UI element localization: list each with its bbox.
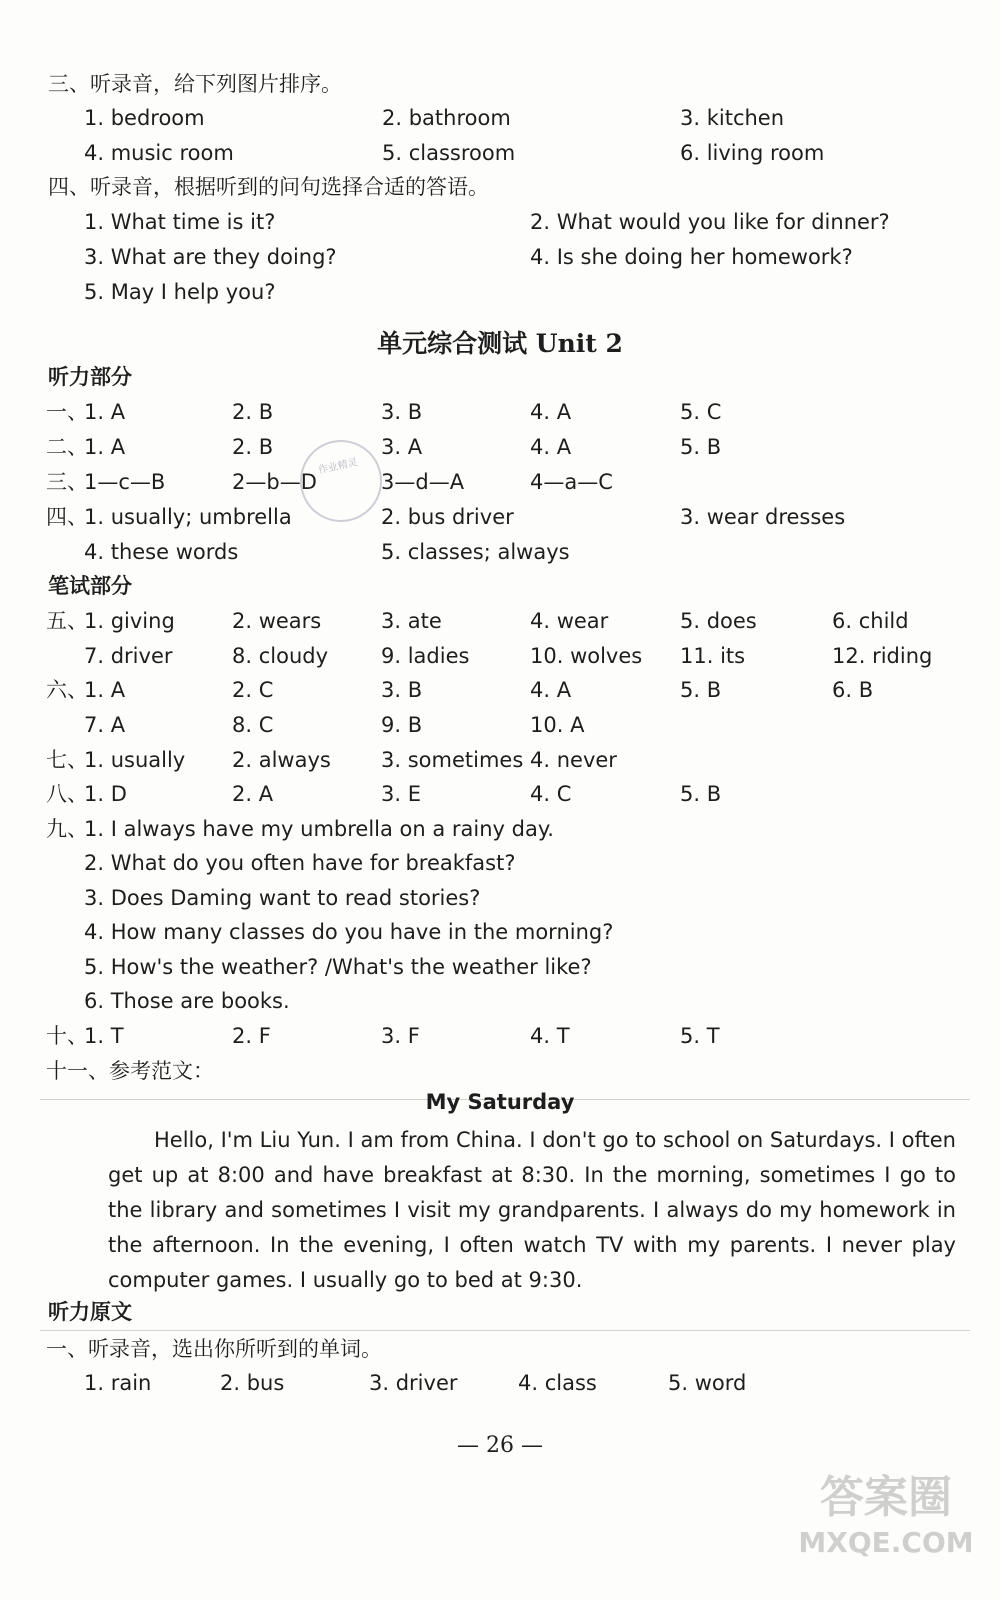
list-item: 5. word <box>668 1371 747 1395</box>
listening-row-1: 一、 1. A 2. B 3. B 4. A 5. C <box>0 396 1000 428</box>
listening-row-2: 二、 1. A 2. B 3. A 4. A 5. B <box>0 431 1000 463</box>
section-9-row-1: 九、 1. I always have my umbrella on a rainy day. <box>0 813 1000 845</box>
section-3-row-1 <box>0 102 1000 134</box>
answer-cell: 6. B <box>832 678 874 702</box>
list-item: 1. rain <box>84 1371 152 1395</box>
list-item: 1. bedroom <box>84 106 205 130</box>
transcript-label: 听力原文 <box>48 1300 132 1324</box>
section-3-row-2 <box>0 137 1000 169</box>
answer-cell: 4. T <box>530 1024 570 1048</box>
answer-cell: 3—d—A <box>381 470 465 494</box>
answer-cell: 2. A <box>232 782 274 806</box>
list-item: 2. bathroom <box>382 106 511 130</box>
essay-title: My Saturday <box>425 1090 575 1114</box>
answer-cell: 1. A <box>84 435 126 459</box>
writing-row-3: 六、 1. A 2. C 3. B 4. A 5. B 6. B <box>0 674 1000 706</box>
answer-cell: 2—b—D <box>232 470 317 494</box>
section-4-row-1 <box>0 206 1000 238</box>
answer-cell: 1. A <box>84 400 126 424</box>
transcript-row <box>0 1367 1000 1399</box>
writing-label: 笔试部分 <box>48 574 132 598</box>
answer-cell: 2. B <box>232 400 274 424</box>
list-item: 3. kitchen <box>680 106 785 130</box>
writing-row-4 <box>0 709 1000 741</box>
answer-cell: 2. wears <box>232 609 322 633</box>
answer-cell: 9. B <box>381 713 423 737</box>
section-10-row: 十、 1. T 2. F 3. F 4. T 5. T <box>0 1020 1000 1052</box>
answer-cell: 3. F <box>381 1024 420 1048</box>
list-item: 3. Does Daming want to read stories? <box>84 886 481 910</box>
answer-cell: 3. E <box>381 782 421 806</box>
section-4-row-2 <box>0 241 1000 273</box>
answer-cell: 3. wear dresses <box>680 505 846 529</box>
list-item: 3. What are they doing? <box>84 245 337 269</box>
section-9-row-3 <box>0 882 1000 914</box>
answer-cell: 5. B <box>680 782 722 806</box>
answer-cell: 8. C <box>232 713 274 737</box>
answer-cell: 1. usually; umbrella <box>84 505 292 529</box>
divider <box>40 1330 970 1331</box>
answer-cell: 10. A <box>530 713 585 737</box>
list-item: 4. music room <box>84 141 234 165</box>
unit-title: 单元综合测试 Unit 2 <box>377 329 623 358</box>
section-9-row-5 <box>0 951 1000 983</box>
answer-cell: 5. classes; always <box>381 540 570 564</box>
answer-cell: 4. wear <box>530 609 609 633</box>
answer-cell: 12. riding <box>832 644 933 668</box>
list-item: 5. May I help you? <box>84 280 276 304</box>
section-11-heading: 十一、参考范文： <box>46 1059 214 1083</box>
section-4-row-3 <box>0 276 1000 308</box>
list-item: 1. I always have my umbrella on a rainy day. <box>84 817 554 841</box>
list-item: 1. What time is it? <box>84 210 276 234</box>
answer-cell: 4. C <box>530 782 572 806</box>
answer-cell: 3. ate <box>381 609 442 633</box>
listening-row-5 <box>0 536 1000 568</box>
transcript-heading: 一、听录音，选出你所听到的单词。 <box>46 1337 382 1361</box>
list-item: 4. How many classes do you have in the morning? <box>84 920 614 944</box>
answer-cell: 7. A <box>84 713 126 737</box>
answer-cell: 5. C <box>680 400 722 424</box>
listening-row-3: 三、 1—c—B 2—b—D 3—d—A 4—a—C <box>0 466 1000 498</box>
list-item: 5. classroom <box>382 141 516 165</box>
section-9-row-4 <box>0 916 1000 948</box>
answer-cell: 1. A <box>84 678 126 702</box>
list-item: 2. What would you like for dinner? <box>530 210 890 234</box>
answer-cell: 8. cloudy <box>232 644 329 668</box>
answer-cell: 2. always <box>232 748 331 772</box>
answer-cell: 4. these words <box>84 540 239 564</box>
section-9-row-2 <box>0 847 1000 879</box>
stamp-logo: 作业精灵 <box>292 432 389 529</box>
list-item: 3. driver <box>369 1371 458 1395</box>
writing-row-1: 五、 1. giving 2. wears 3. ate 4. wear 5. does 6. child <box>0 605 1000 637</box>
answer-cell: 2. bus driver <box>381 505 514 529</box>
list-item: 2. bus <box>220 1371 285 1395</box>
answer-cell: 1. usually <box>84 748 186 772</box>
answer-cell: 4. A <box>530 400 572 424</box>
answer-cell: 11. its <box>680 644 746 668</box>
answer-cell: 4—a—C <box>530 470 613 494</box>
list-item: 5. How's the weather? /What's the weather like? <box>84 955 592 979</box>
watermark-logo: 答案圈 MXQE.COM <box>798 1472 974 1559</box>
essay-body: Hello, I'm Liu Yun. I am from China. I don't go to school on Saturdays. I often get up at 8:00 and have breakfast at 8:30. In the morning, sometimes I go to the library and sometimes I visit my grandparents. I always do my homework in the afternoon. In the evening, I often watch TV with my parents. I never play computer games. I usually go to bed at 9:30. <box>108 1128 956 1292</box>
listening-row-4: 四、 1. usually; umbrella 2. bus driver 3. wear dresses <box>0 501 1000 533</box>
answer-cell: 3. B <box>381 400 423 424</box>
answer-cell: 5. B <box>680 678 722 702</box>
answer-cell: 3. A <box>381 435 423 459</box>
answer-cell: 1. D <box>84 782 127 806</box>
list-item: 2. What do you often have for breakfast? <box>84 851 516 875</box>
section-4-heading: 四、听录音，根据听到的问句选择合适的答语。 <box>48 175 489 199</box>
answer-cell: 3. sometimes <box>381 748 524 772</box>
answer-cell: 1—c—B <box>84 470 166 494</box>
answer-cell: 4. never <box>530 748 617 772</box>
answer-cell: 5. B <box>680 435 722 459</box>
writing-row-6: 八、 1. D 2. A 3. E 4. C 5. B <box>0 778 1000 810</box>
list-item: 6. living room <box>680 141 825 165</box>
answer-cell: 7. driver <box>84 644 173 668</box>
answer-cell: 4. A <box>530 678 572 702</box>
answer-cell: 5. T <box>680 1024 720 1048</box>
answer-cell: 4. A <box>530 435 572 459</box>
writing-row-5: 七、 1. usually 2. always 3. sometimes 4. never <box>0 744 1000 776</box>
writing-row-2 <box>0 640 1000 672</box>
answer-cell: 10. wolves <box>530 644 643 668</box>
answer-cell: 5. does <box>680 609 757 633</box>
answer-cell: 3. B <box>381 678 423 702</box>
page-number: — 26 — <box>457 1433 543 1458</box>
answer-cell: 2. F <box>232 1024 271 1048</box>
answer-cell: 1. giving <box>84 609 175 633</box>
answer-cell: 2. B <box>232 435 274 459</box>
answer-cell: 2. C <box>232 678 274 702</box>
answer-cell: 9. ladies <box>381 644 470 668</box>
listening-label: 听力部分 <box>48 365 132 389</box>
list-item: 4. Is she doing her homework? <box>530 245 853 269</box>
section-9-row-6 <box>0 985 1000 1017</box>
section-3-heading: 三、听录音，给下列图片排序。 <box>48 72 342 96</box>
answer-cell: 6. child <box>832 609 909 633</box>
answer-cell: 1. T <box>84 1024 124 1048</box>
list-item: 6. Those are books. <box>84 989 290 1013</box>
list-item: 4. class <box>518 1371 597 1395</box>
